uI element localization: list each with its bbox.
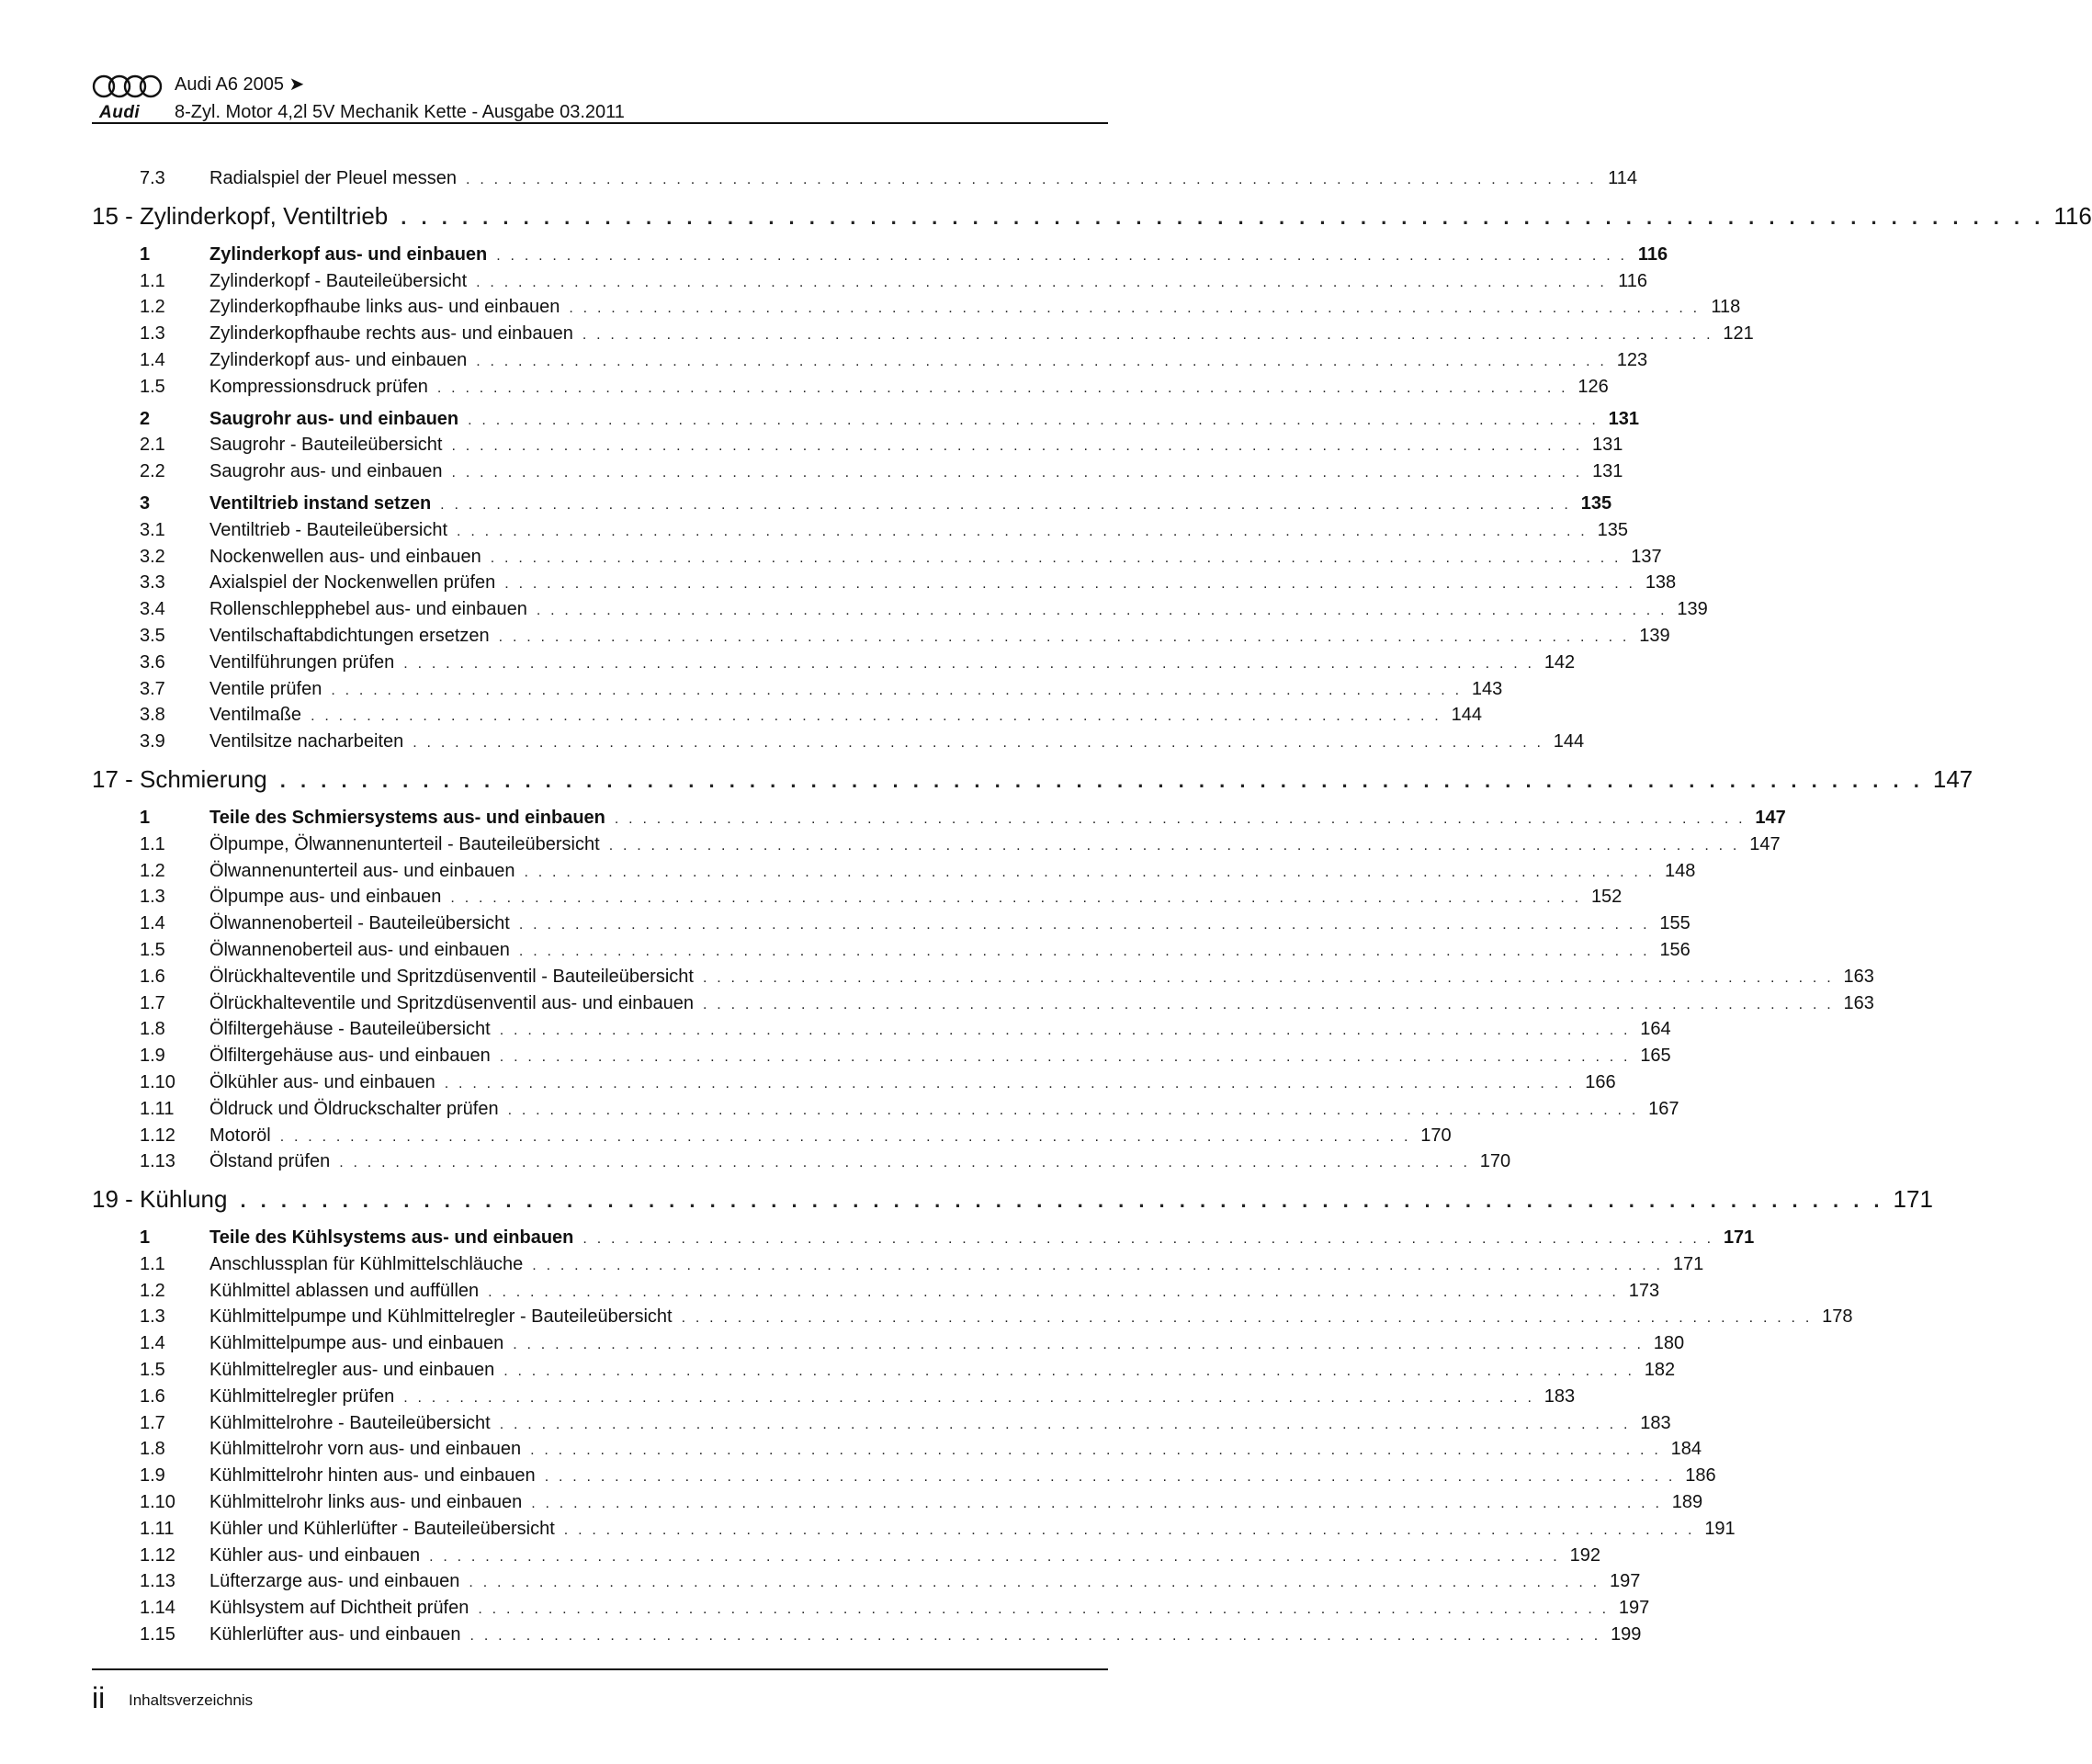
- toc-page-number: 178: [1822, 1306, 1853, 1328]
- toc-section[interactable]: [92, 406, 1640, 433]
- toc-title: Kühlmittelregler aus- und einbauen: [209, 1360, 495, 1381]
- toc-entry[interactable]: [92, 458, 1623, 485]
- toc-entry[interactable]: [92, 990, 1874, 1017]
- toc-title: Anschlussplan für Kühlmittelschläuche: [209, 1253, 524, 1274]
- toc-leader-dots: . . . . . . . . . . . . . . . . . . . . . . . . . . . . . . . . . . . . . . . . . . . . . . . . . . . . . . . . . . . . . . . . . . . . . . . . . . . . . . . . .: [403, 1389, 1535, 1406]
- toc-entry[interactable]: [92, 294, 1741, 321]
- toc-chapter[interactable]: [92, 759, 1973, 799]
- toc-leader-dots: . . . . . . . . . . . . . . . . . . . . . . . . . . . . . . . . . . . . . . . . . . . . . . . . . . . . . . . . . . . . . . . . . . . . . . . . . . . . . . . . .: [469, 1628, 1601, 1645]
- toc-page-number: 197: [1609, 1571, 1641, 1592]
- toc-title: Ventilmaße: [209, 705, 302, 726]
- toc-entry[interactable]: [92, 1123, 1452, 1149]
- toc-entry[interactable]: [92, 1357, 1676, 1384]
- toc-page-number: 137: [1631, 546, 1662, 567]
- toc-leader-dots: . . . . . . . . . . . . . . . . . . . . . . . . . . . . . . . . . . . . . . . . . . . . . . . . . . . . . . . . . . . . . . . . . . . . . . . . . . . . . . . . .: [524, 864, 1656, 880]
- toc-entry[interactable]: [92, 347, 1648, 374]
- footer-page-number: ii: [92, 1681, 106, 1714]
- toc-entry[interactable]: [92, 374, 1609, 401]
- toc-entry[interactable]: [92, 1251, 1704, 1278]
- toc-page-number: 147: [1932, 764, 1973, 793]
- toc-number: 1.15: [140, 1624, 175, 1645]
- toc-leader-dots: . . . . . . . . . . . . . . . . . . . . . . . . . . . . . . . . . . . . . . . . . . . . . . . . . . . . . . . . . . . . . . . . . . . . . . . . . . . . . . . . .: [450, 890, 1582, 907]
- toc-number: 1.8: [140, 1439, 165, 1460]
- toc-page-number: 135: [1580, 492, 1612, 514]
- toc-number: 1.3: [140, 887, 165, 908]
- toc-page-number: 126: [1577, 376, 1609, 397]
- toc-number: 1.6: [140, 966, 165, 987]
- toc-title: Ölfiltergehäuse - Bauteileübersicht: [209, 1019, 491, 1040]
- toc-leader-dots: . . . . . . . . . . . . . . . . . . . . . . . . . . . . . . . . . . . . . . . . . . . . . . . . . . . . . . . . . . . . . . . . . . . . . . . . . . . . . . . . .: [496, 247, 1628, 264]
- toc-page-number: 116: [2053, 201, 2092, 230]
- toc-title: Kompressionsdruck prüfen: [209, 376, 428, 397]
- toc-number: 1.5: [140, 939, 165, 960]
- toc-page-number: 143: [1471, 678, 1503, 699]
- toc-entry[interactable]: [92, 1016, 1671, 1043]
- audi-wordmark: Audi: [99, 103, 141, 122]
- toc-title: Ölkühler aus- und einbauen: [209, 1071, 435, 1092]
- toc-leader-dots: . . . . . . . . . . . . . . . . . . . . . . . . . . . . . . . . . . . . . . . . . . . . . . . . . . . . . . . . . . . . . . . . . . . . . . . . . . . . . . . . .: [499, 1416, 1631, 1432]
- toc-leader-dots: . . . . . . . . . . . . . . . . . . . . . . . . . . . . . . . . . . . . . . . . . . . . . . . . . . . . . . . . . . . . . . . . . . . . . . . . . . . . . . . . .: [569, 300, 1701, 317]
- toc-title: Ventilführungen prüfen: [209, 651, 395, 673]
- toc-entry[interactable]: [92, 432, 1623, 458]
- toc-leader-dots: . . . . . . . . . . . . . . . . . . . . . . . . . . . . . . . . . . . . . . . . . . . . . . . . . . . . . . . . . . . . . . . . . . . . . . . . . . . . . . . . .: [530, 1442, 1661, 1459]
- toc-number: 1.5: [140, 376, 165, 397]
- toc-number: 1.4: [140, 913, 165, 934]
- toc-leader-dots: . . . . . . . . . . . . . . . . . . . . . . . . . . . . . . . . . . . . . . . . . . . . . . . . . . . . . . . . . . . . . . . . . . . . . . . . . . . . . . . . .: [440, 496, 1572, 513]
- toc-entry[interactable]: [92, 517, 1628, 544]
- toc-entry[interactable]: [92, 1384, 1576, 1410]
- toc-leader-dots: . . . . . . . . . . . . . . . . . . . . . . . . . . . . . . . . . . . . . . . . . . . . . . . . . . . . . . . . . . . . . . . . . . . . . . . . . . . . . . . . .: [563, 1521, 1695, 1538]
- toc-title: Ölrückhalteventile und Spritzdüsenventil aus- und einbauen: [209, 992, 695, 1013]
- toc-leader-dots: . . . . . . . . . . . . . . . . . . . . . . . . . . . . . . . . . . . . . . . . . . . . . . . . . . . . . . . . . . . . . . . . . . . . . . . . . . . . . . . . .: [488, 1283, 1620, 1300]
- toc-page-number: 144: [1451, 705, 1482, 726]
- toc-number: 1.13: [140, 1571, 175, 1592]
- toc-page-number: 152: [1590, 887, 1623, 908]
- toc-number: 1.1: [140, 270, 165, 291]
- toc-leader-dots: . . . . . . . . . . . . . . . . . . . . . . . . . . . . . . . . . . . . . . . . . . . . . . . . . . . . . . . . . . . . . . . . . . . . . . . . . . . . . . . . .: [451, 465, 1583, 481]
- toc-leader-dots: . . . . . . . . . . . . . . . . . . . . . . . . . . . . . . . . . . . . . . . . . . . . . . . . . . . . . . . . . . . . . . . . . . . . . . . . . . . . . . . . .: [466, 172, 1597, 187]
- toc-number: 1.2: [140, 297, 165, 318]
- toc-entry[interactable]: [92, 650, 1576, 676]
- toc-number: 1.10: [140, 1492, 175, 1513]
- toc-number: 3.8: [140, 705, 165, 726]
- toc-entry[interactable]: [92, 1304, 1853, 1330]
- toc-entry[interactable]: [92, 1330, 1685, 1357]
- toc-leader-dots: . . . . . . . . . . . . . . . . . . . . . . . . . . . . . . . . . . . . . . . . . . . . . . . . . . . . . . . . . . . . . . . . . . . . . . . . . . . . . . . . .: [518, 917, 1650, 933]
- toc-entry[interactable]: [92, 702, 1482, 729]
- toc-leader-dots: . . . . . . . . . . . . . . . . . . . . . . . . . . . . . . . . . . . . . . . . . . . . . . . . . . . . . . . . . . . . . . . . . . . . . . . . . . . . . . . . .: [504, 576, 1636, 593]
- header-model: Audi A6 2005 ➤: [175, 74, 305, 95]
- toc-page-number: 139: [1677, 599, 1708, 620]
- toc-title: Ölwannenunterteil aus- und einbauen: [209, 860, 515, 881]
- page-header: [92, 72, 1108, 123]
- toc-entry[interactable]: [92, 1543, 1600, 1569]
- toc-leader-dots: . . . . . . . . . . . . . . . . . . . . . . . . . . . . . . . . . . . . . . . . . . . . . . . . . . . . . . . . . . . . . . . . . . . . . . . . . . . . . . . . .: [702, 969, 1834, 986]
- toc-leader-dots: . . . . . . . . . . . . . . . . . . . . . . . . . . . . . . . . . . . . . . . . . . . . . . . . . . . . . . . . . . . . . . . . . . . . . . . . . . . . . . . . .: [544, 1469, 1676, 1486]
- toc-page-number: 156: [1659, 939, 1691, 960]
- header-subtitle: 8-Zyl. Motor 4,2l 5V Mechanik Kette - Ausgabe 03.2011: [175, 102, 625, 122]
- toc-number: 1.14: [140, 1598, 175, 1619]
- toc-entry[interactable]: [92, 831, 1781, 858]
- toc-leader-dots: . . . . . . . . . . . . . . . . . . . . . . . . . . . . . . . . . . . . . . . . . . . . . . . . . . . . . . . . . . . . . . . . . . . . . . . . . . . . . . . . .: [401, 205, 2045, 229]
- toc-leader-dots: . . . . . . . . . . . . . . . . . . . . . . . . . . . . . . . . . . . . . . . . . . . . . . . . . . . . . . . . . . . . . . . . . . . . . . . . . . . . . . . . .: [403, 655, 1535, 672]
- toc-title: Ölfiltergehäuse aus- und einbauen: [209, 1046, 491, 1067]
- toc-title: Kühlmittel ablassen und auffüllen: [209, 1280, 480, 1301]
- toc-title: Öldruck und Öldruckschalter prüfen: [209, 1098, 499, 1119]
- toc-page-number: 131: [1592, 461, 1623, 482]
- toc-leader-dots: . . . . . . . . . . . . . . . . . . . . . . . . . . . . . . . . . . . . . . . . . . . . . . . . . . . . . . . . . . . . . . . . . . . . . . . . . . . . . . . . .: [451, 438, 1583, 455]
- toc-leader-dots: . . . . . . . . . . . . . . . . . . . . . . . . . . . . . . . . . . . . . . . . . . . . . . . . . . . . . . . . . . . . . . . . . . . . . . . . . . . . . . . . .: [331, 682, 1463, 698]
- toc-leader-dots: . . . . . . . . . . . . . . . . . . . . . . . . . . . . . . . . . . . . . . . . . . . . . . . . . . . . . . . . . . . . . . . . . . . . . . . . . . . . . . . . .: [476, 353, 1608, 369]
- toc-title: Kühlmittelrohr links aus- und einbauen: [209, 1492, 523, 1513]
- toc-number: 1.7: [140, 992, 165, 1013]
- toc-section[interactable]: [92, 805, 1786, 831]
- toc-leader-dots: . . . . . . . . . . . . . . . . . . . . . . . . . . . . . . . . . . . . . . . . . . . . . . . . . . . . . . . . . . . . . . . . . . . . . . . . . . . . . . . . .: [582, 1231, 1714, 1248]
- toc-number: 7.3: [140, 168, 165, 188]
- toc-title: 15 - Zylinderkopf, Ventiltrieb: [92, 201, 389, 230]
- toc-title: Kühlsystem auf Dichtheit prüfen: [209, 1598, 469, 1619]
- toc-title: Axialspiel der Nockenwellen prüfen: [209, 572, 496, 594]
- toc-number: 1: [140, 243, 151, 265]
- toc-page-number: 118: [1711, 297, 1741, 318]
- toc-title: Radialspiel der Pleuel messen: [209, 168, 458, 188]
- toc-title: Rollenschlepphebel aus- und einbauen: [209, 599, 527, 620]
- toc-page-number: 167: [1648, 1098, 1679, 1119]
- toc-title: Ventiltrieb - Bauteileübersicht: [209, 519, 448, 540]
- toc-title: Kühlerlüfter aus- und einbauen: [209, 1624, 461, 1645]
- toc-title: Zylinderkopf - Bauteileübersicht: [209, 270, 468, 291]
- toc-page-number: 192: [1569, 1544, 1600, 1566]
- toc-leader-dots: . . . . . . . . . . . . . . . . . . . . . . . . . . . . . . . . . . . . . . . . . . . . . . . . . . . . . . . . . . . . . . . . . . . . . . . . . . . . . . . . .: [279, 1128, 1411, 1145]
- toc-page-number: 180: [1653, 1333, 1685, 1354]
- toc-number: 1.12: [140, 1125, 175, 1146]
- toc-number: 3.7: [140, 678, 165, 699]
- toc-entry[interactable]: [92, 1516, 1736, 1543]
- toc-page-number: 148: [1665, 860, 1696, 881]
- toc-page-number: 163: [1843, 992, 1874, 1013]
- toc-page-number: 131: [1608, 408, 1640, 429]
- toc-page-number: 131: [1592, 435, 1623, 456]
- table-of-contents: [92, 165, 2092, 1648]
- toc-page-number: 155: [1659, 913, 1691, 934]
- toc-entry[interactable]: [92, 596, 1708, 623]
- toc-page-number: 135: [1597, 519, 1628, 540]
- toc-number: 1.1: [140, 1253, 165, 1274]
- toc-page-number: 170: [1420, 1125, 1452, 1146]
- header-divider: [92, 122, 1108, 124]
- toc-leader-dots: . . . . . . . . . . . . . . . . . . . . . . . . . . . . . . . . . . . . . . . . . . . . . . . . . . . . . . . . . . . . . . . . . . . . . . . . . . . . . . . . .: [532, 1257, 1664, 1273]
- toc-leader-dots: . . . . . . . . . . . . . . . . . . . . . . . . . . . . . . . . . . . . . . . . . . . . . . . . . . . . . . . . . . . . . . . . . . . . . . . . . . . . . . . . .: [444, 1075, 1576, 1091]
- toc-entry[interactable]: [92, 1463, 1716, 1489]
- toc-leader-dots: . . . . . . . . . . . . . . . . . . . . . . . . . . . . . . . . . . . . . . . . . . . . . . . . . . . . . . . . . . . . . . . . . . . . . . . . . . . . . . . . .: [499, 1023, 1631, 1039]
- toc-page-number: 164: [1640, 1019, 1671, 1040]
- toc-page-number: 199: [1611, 1624, 1642, 1645]
- toc-title: Ölwannenoberteil aus- und einbauen: [209, 939, 510, 960]
- toc-page-number: 197: [1618, 1598, 1650, 1619]
- toc-leader-dots: . . . . . . . . . . . . . . . . . . . . . . . . . . . . . . . . . . . . . . . . . . . . . . . . . . . . . . . . . . . . . . . . . . . . . . . . . . . . . . . . .: [469, 1575, 1600, 1591]
- toc-page-number: 147: [1755, 807, 1786, 828]
- toc-title: Ventiltrieb instand setzen: [209, 492, 432, 514]
- toc-leader-dots: . . . . . . . . . . . . . . . . . . . . . . . . . . . . . . . . . . . . . . . . . . . . . . . . . . . . . . . . . . . . . . . . . . . . . . . . . . . . . . . . .: [703, 996, 1834, 1012]
- toc-entry[interactable]: [92, 544, 1662, 571]
- toc-entry[interactable]: [92, 1436, 1702, 1463]
- toc-number: 1.4: [140, 349, 165, 370]
- toc-number: 3.9: [140, 731, 165, 752]
- toc-leader-dots: . . . . . . . . . . . . . . . . . . . . . . . . . . . . . . . . . . . . . . . . . . . . . . . . . . . . . . . . . . . . . . . . . . . . . . . . . . . . . . . . .: [311, 708, 1442, 725]
- toc-title: Zylinderkopfhaube rechts aus- und einbauen: [209, 323, 573, 345]
- toc-entry[interactable]: [92, 165, 1637, 192]
- toc-entry[interactable]: [92, 1595, 1650, 1622]
- toc-number: 1.3: [140, 1306, 165, 1328]
- toc-number: 3: [140, 492, 151, 514]
- toc-title: Kühler und Kühlerlüfter - Bauteileübersicht: [209, 1518, 555, 1539]
- toc-entry[interactable]: [92, 1622, 1642, 1648]
- toc-leader-dots: . . . . . . . . . . . . . . . . . . . . . . . . . . . . . . . . . . . . . . . . . . . . . . . . . . . . . . . . . . . . . . . . . . . . . . . . . . . . . . . . .: [279, 768, 1924, 792]
- toc-number: 1.11: [140, 1098, 175, 1119]
- toc-entry[interactable]: [92, 858, 1696, 885]
- toc-title: Kühler aus- und einbauen: [209, 1544, 421, 1566]
- toc-leader-dots: . . . . . . . . . . . . . . . . . . . . . . . . . . . . . . . . . . . . . . . . . . . . . . . . . . . . . . . . . . . . . . . . . . . . . . . . . . . . . . . . .: [240, 1189, 1884, 1213]
- toc-number: 1.9: [140, 1046, 165, 1067]
- toc-page-number: 183: [1640, 1412, 1671, 1433]
- toc-title: Motoröl: [209, 1125, 271, 1146]
- toc-number: 1.2: [140, 1280, 165, 1301]
- toc-entry[interactable]: [92, 937, 1691, 964]
- toc-page-number: 183: [1544, 1385, 1576, 1407]
- toc-title: Teile des Schmiersystems aus- und einbauen: [209, 807, 605, 828]
- toc-number: 2.2: [140, 461, 165, 482]
- toc-page-number: 114: [1608, 168, 1637, 188]
- toc-leader-dots: . . . . . . . . . . . . . . . . . . . . . . . . . . . . . . . . . . . . . . . . . . . . . . . . . . . . . . . . . . . . . . . . . . . . . . . . . . . . . . . . .: [436, 379, 1568, 396]
- toc-entry[interactable]: [92, 1278, 1660, 1305]
- toc-title: Ölstand prüfen: [209, 1151, 331, 1172]
- toc-entry[interactable]: [92, 623, 1670, 650]
- toc-page-number: 171: [1893, 1185, 1933, 1214]
- footer-section-name: Inhaltsverzeichnis: [129, 1691, 254, 1709]
- toc-title: Nockenwellen aus- und einbauen: [209, 546, 481, 567]
- toc-page-number: 123: [1616, 349, 1648, 370]
- toc-number: 1.7: [140, 1412, 165, 1433]
- toc-entry[interactable]: [92, 1489, 1703, 1516]
- toc-title: Ölrückhalteventile und Spritzdüsenventil - Bauteileübersicht: [209, 966, 694, 987]
- toc-leader-dots: . . . . . . . . . . . . . . . . . . . . . . . . . . . . . . . . . . . . . . . . . . . . . . . . . . . . . . . . . . . . . . . . . . . . . . . . . . . . . . . . .: [457, 523, 1588, 539]
- toc-title: Kühlmittelrohr vorn aus- und einbauen: [209, 1439, 522, 1460]
- toc-title: Ölwannenoberteil - Bauteileübersicht: [209, 913, 510, 934]
- toc-title: Lüfterzarge aus- und einbauen: [209, 1571, 460, 1592]
- toc-number: 1.8: [140, 1019, 165, 1040]
- toc-page-number: 121: [1723, 323, 1754, 345]
- toc-title: Ventile prüfen: [209, 678, 322, 699]
- footer-divider: [92, 1668, 1108, 1670]
- toc-leader-dots: . . . . . . . . . . . . . . . . . . . . . . . . . . . . . . . . . . . . . . . . . . . . . . . . . . . . . . . . . . . . . . . . . . . . . . . . . . . . . . . . .: [498, 628, 1630, 645]
- toc-entry[interactable]: [92, 1069, 1616, 1096]
- toc-title: Zylinderkopf aus- und einbauen: [209, 349, 468, 370]
- toc-leader-dots: . . . . . . . . . . . . . . . . . . . . . . . . . . . . . . . . . . . . . . . . . . . . . . . . . . . . . . . . . . . . . . . . . . . . . . . . . . . . . . . . .: [507, 1102, 1639, 1118]
- toc-entry[interactable]: [92, 676, 1503, 703]
- toc-number: 2.1: [140, 435, 165, 456]
- toc-entry[interactable]: [92, 910, 1691, 937]
- toc-page-number: 144: [1553, 731, 1585, 752]
- toc-title: 17 - Schmierung: [92, 764, 267, 793]
- toc-page-number: 116: [1637, 243, 1668, 265]
- toc-leader-dots: . . . . . . . . . . . . . . . . . . . . . . . . . . . . . . . . . . . . . . . . . . . . . . . . . . . . . . . . . . . . . . . . . . . . . . . . . . . . . . . . .: [429, 1548, 1560, 1565]
- toc-leader-dots: . . . . . . . . . . . . . . . . . . . . . . . . . . . . . . . . . . . . . . . . . . . . . . . . . . . . . . . . . . . . . . . . . . . . . . . . . . . . . . . . .: [503, 1363, 1635, 1380]
- toc-number: 1.10: [140, 1071, 175, 1092]
- toc-page-number: 171: [1672, 1253, 1704, 1274]
- toc-number: 1.6: [140, 1385, 165, 1407]
- toc-number: 1.11: [140, 1518, 175, 1539]
- toc-leader-dots: . . . . . . . . . . . . . . . . . . . . . . . . . . . . . . . . . . . . . . . . . . . . . . . . . . . . . . . . . . . . . . . . . . . . . . . . . . . . . . . . .: [468, 412, 1600, 428]
- toc-number: 1.9: [140, 1465, 165, 1487]
- toc-leader-dots: . . . . . . . . . . . . . . . . . . . . . . . . . . . . . . . . . . . . . . . . . . . . . . . . . . . . . . . . . . . . . . . . . . . . . . . . . . . . . . . . .: [476, 274, 1608, 290]
- toc-title: Teile des Kühlsystems aus- und einbauen: [209, 1227, 574, 1249]
- toc-entry[interactable]: [92, 321, 1754, 347]
- toc-page-number: 191: [1704, 1518, 1736, 1539]
- toc-page-number: 170: [1479, 1151, 1511, 1172]
- toc-entry[interactable]: [92, 1096, 1679, 1123]
- toc-title: Ölpumpe, Ölwannenunterteil - Bauteileübersicht: [209, 833, 600, 854]
- toc-entry[interactable]: [92, 1043, 1671, 1069]
- toc-number: 3.3: [140, 572, 165, 594]
- toc-title: Kühlmittelpumpe und Kühlmittelregler - Bauteileübersicht: [209, 1306, 673, 1328]
- toc-page-number: 189: [1671, 1492, 1703, 1513]
- toc-page-number: 173: [1628, 1280, 1660, 1301]
- toc-number: 3.1: [140, 519, 165, 540]
- toc-page-number: 182: [1644, 1360, 1676, 1381]
- toc-leader-dots: . . . . . . . . . . . . . . . . . . . . . . . . . . . . . . . . . . . . . . . . . . . . . . . . . . . . . . . . . . . . . . . . . . . . . . . . . . . . . . . . .: [608, 837, 1740, 854]
- toc-number: 1: [140, 807, 151, 828]
- toc-leader-dots: . . . . . . . . . . . . . . . . . . . . . . . . . . . . . . . . . . . . . . . . . . . . . . . . . . . . . . . . . . . . . . . . . . . . . . . . . . . . . . . . .: [490, 549, 1622, 566]
- toc-number: 1.13: [140, 1151, 175, 1172]
- toc-page-number: 184: [1670, 1439, 1702, 1460]
- toc-number: 1.12: [140, 1544, 175, 1566]
- toc-title: Kühlmittelrohr hinten aus- und einbauen: [209, 1465, 536, 1487]
- toc-page-number: 147: [1749, 833, 1781, 854]
- toc-section[interactable]: [92, 1225, 1755, 1251]
- toc-entry[interactable]: [92, 884, 1623, 910]
- toc-title: Zylinderkopfhaube links aus- und einbauen: [209, 297, 560, 318]
- toc-number: 1.5: [140, 1360, 165, 1381]
- toc-leader-dots: . . . . . . . . . . . . . . . . . . . . . . . . . . . . . . . . . . . . . . . . . . . . . . . . . . . . . . . . . . . . . . . . . . . . . . . . . . . . . . . . .: [413, 735, 1544, 752]
- toc-leader-dots: . . . . . . . . . . . . . . . . . . . . . . . . . . . . . . . . . . . . . . . . . . . . . . . . . . . . . . . . . . . . . . . . . . . . . . . . . . . . . . . . .: [518, 943, 1650, 959]
- toc-leader-dots: . . . . . . . . . . . . . . . . . . . . . . . . . . . . . . . . . . . . . . . . . . . . . . . . . . . . . . . . . . . . . . . . . . . . . . . . . . . . . . . . .: [536, 603, 1668, 619]
- toc-chapter[interactable]: [92, 196, 2092, 236]
- toc-entry[interactable]: [92, 570, 1677, 596]
- toc-page-number: 186: [1685, 1465, 1716, 1487]
- toc-title: 19 - Kühlung: [92, 1185, 228, 1214]
- toc-page-number: 116: [1618, 270, 1648, 291]
- toc-entry[interactable]: [92, 268, 1648, 295]
- toc-title: Kühlmittelregler prüfen: [209, 1385, 395, 1407]
- toc-number: 1.2: [140, 860, 165, 881]
- toc-leader-dots: . . . . . . . . . . . . . . . . . . . . . . . . . . . . . . . . . . . . . . . . . . . . . . . . . . . . . . . . . . . . . . . . . . . . . . . . . . . . . . . . .: [582, 327, 1713, 344]
- toc-number: 1.4: [140, 1333, 165, 1354]
- toc-entry[interactable]: [92, 1148, 1511, 1175]
- toc-page-number: 139: [1639, 625, 1670, 646]
- toc-number: 3.5: [140, 625, 165, 646]
- toc-number: 3.4: [140, 599, 165, 620]
- toc-title: Saugrohr aus- und einbauen: [209, 408, 459, 429]
- toc-page-number: 138: [1645, 572, 1677, 594]
- toc-leader-dots: . . . . . . . . . . . . . . . . . . . . . . . . . . . . . . . . . . . . . . . . . . . . . . . . . . . . . . . . . . . . . . . . . . . . . . . . . . . . . . . . .: [681, 1310, 1813, 1327]
- toc-number: 1.3: [140, 323, 165, 345]
- toc-title: Saugrohr - Bauteileübersicht: [209, 435, 443, 456]
- toc-leader-dots: . . . . . . . . . . . . . . . . . . . . . . . . . . . . . . . . . . . . . . . . . . . . . . . . . . . . . . . . . . . . . . . . . . . . . . . . . . . . . . . . .: [614, 810, 1746, 827]
- toc-number: 1.1: [140, 833, 165, 854]
- toc-leader-dots: . . . . . . . . . . . . . . . . . . . . . . . . . . . . . . . . . . . . . . . . . . . . . . . . . . . . . . . . . . . . . . . . . . . . . . . . . . . . . . . . .: [513, 1337, 1645, 1353]
- toc-title: Kühlmittelpumpe aus- und einbauen: [209, 1333, 504, 1354]
- toc-number: 3.2: [140, 546, 165, 567]
- toc-number: 2: [140, 408, 151, 429]
- toc-chapter[interactable]: [92, 1179, 1933, 1219]
- toc-entry[interactable]: [92, 729, 1585, 755]
- toc-entry[interactable]: [92, 1410, 1671, 1437]
- audi-rings-logo-icon: [92, 74, 164, 98]
- toc-entry[interactable]: [92, 1568, 1641, 1595]
- toc-page-number: 171: [1723, 1227, 1755, 1249]
- toc-number: 3.6: [140, 651, 165, 673]
- toc-title: Kühlmittelrohre - Bauteileübersicht: [209, 1412, 491, 1433]
- toc-page-number: 142: [1544, 651, 1576, 673]
- toc-leader-dots: . . . . . . . . . . . . . . . . . . . . . . . . . . . . . . . . . . . . . . . . . . . . . . . . . . . . . . . . . . . . . . . . . . . . . . . . . . . . . . . . .: [531, 1496, 1663, 1512]
- toc-section[interactable]: [92, 242, 1668, 268]
- toc-leader-dots: . . . . . . . . . . . . . . . . . . . . . . . . . . . . . . . . . . . . . . . . . . . . . . . . . . . . . . . . . . . . . . . . . . . . . . . . . . . . . . . . .: [478, 1601, 1610, 1618]
- toc-title: Ventilsitze nacharbeiten: [209, 731, 404, 752]
- toc-title: Zylinderkopf aus- und einbauen: [209, 243, 488, 265]
- toc-title: Ventilschaftabdichtungen ersetzen: [209, 625, 490, 646]
- toc-number: 1: [140, 1227, 151, 1249]
- toc-page-number: 163: [1843, 966, 1874, 987]
- toc-page-number: 166: [1585, 1071, 1616, 1092]
- toc-entry[interactable]: [92, 964, 1874, 990]
- toc-leader-dots: . . . . . . . . . . . . . . . . . . . . . . . . . . . . . . . . . . . . . . . . . . . . . . . . . . . . . . . . . . . . . . . . . . . . . . . . . . . . . . . . .: [339, 1155, 1471, 1171]
- toc-leader-dots: . . . . . . . . . . . . . . . . . . . . . . . . . . . . . . . . . . . . . . . . . . . . . . . . . . . . . . . . . . . . . . . . . . . . . . . . . . . . . . . . .: [499, 1049, 1631, 1066]
- toc-section[interactable]: [92, 491, 1612, 517]
- toc-title: Saugrohr aus- und einbauen: [209, 461, 443, 482]
- toc-title: Ölpumpe aus- und einbauen: [209, 887, 442, 908]
- toc-page-number: 165: [1640, 1046, 1671, 1067]
